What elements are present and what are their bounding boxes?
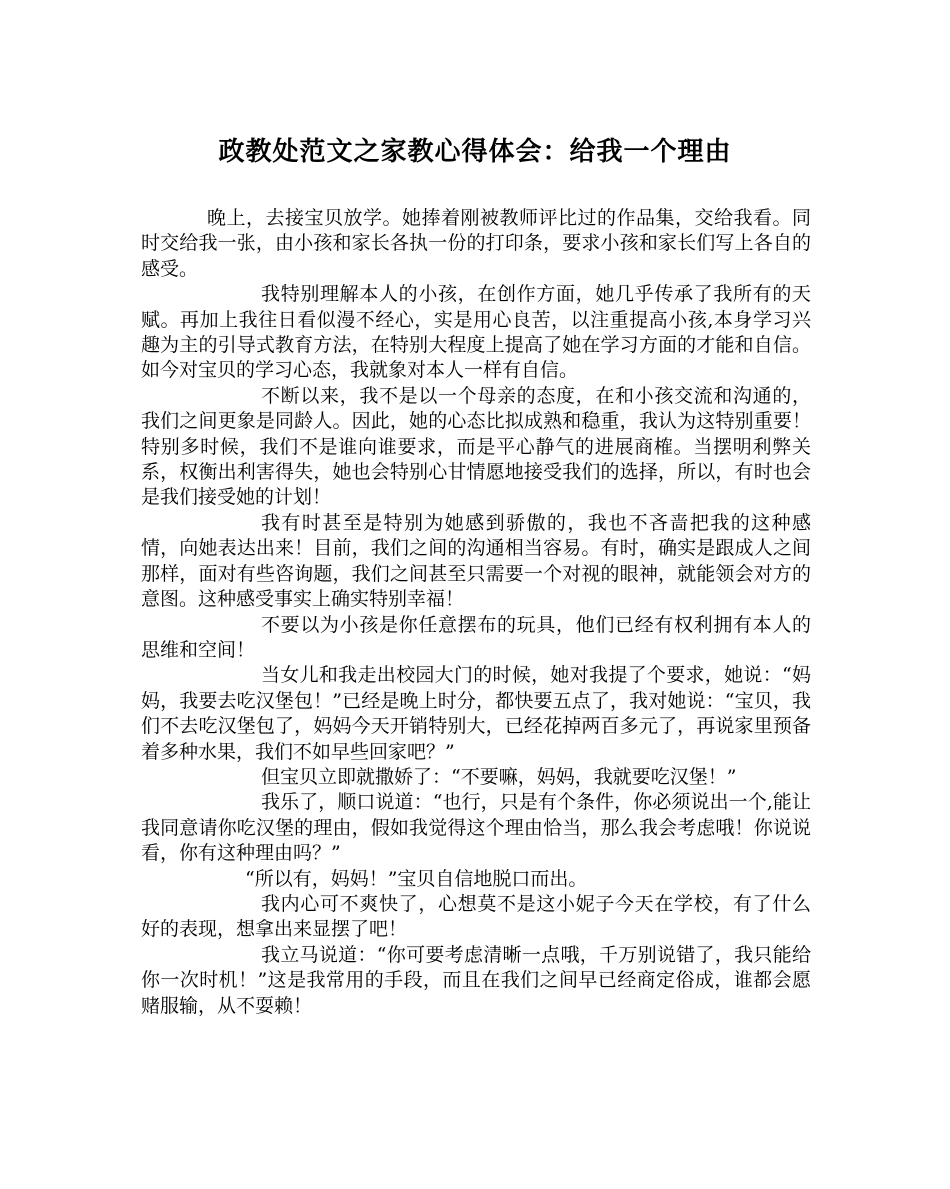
document-body bbox=[141, 206, 811, 1019]
paragraph-10: 我内心可不爽快了，心想莫不是这小妮子今天在学校，有了什么好的表现，想拿出来显摆了吧！ bbox=[141, 892, 811, 941]
paragraph-5: 不要以为小孩是你任意摆布的玩具，他们已经有权利拥有本人的思维和空间！ bbox=[141, 613, 811, 661]
paragraph-7: 但宝贝立即就撒娇了：“不要嘛，妈妈，我就要吃汉堡！” bbox=[261, 765, 737, 788]
page-title: 政教处范文之家教心得体会：给我一个理由 bbox=[218, 137, 732, 167]
paragraph-8: 我乐了，顺口说道：“也行，只是有个条件，你必须说出一个,能让我同意请你吃汉堡的理由，假如我觉得这个理由恰当，那么我会考虑哦！你说说看，你有这种理由吗？” bbox=[141, 791, 811, 865]
paragraph-4: 我有时甚至是特别为她感到骄傲的，我也不吝啬把我的这种感情，向她表达出来！目前，我们之间的沟通相当容易。有时，确实是跟成人之间那样，面对有些咨询题，我们之间甚至只需要一个对视的眼神，就能领会对方的意图。这种感受事实上确实特别幸福！ bbox=[141, 511, 811, 611]
paragraph-1: 晚上，去接宝贝放学。她捧着刚被教师评比过的作品集，交给我看。同时交给我一张，由小孩和家长各执一份的打印条，要求小孩和家长们写上各自的感受。 bbox=[141, 207, 811, 280]
paragraph-9: “所以有，妈妈！”宝贝自信地脱口而出。 bbox=[245, 867, 588, 890]
paragraph-2: 我特别理解本人的小孩，在创作方面，她几乎传承了我所有的天赋。再加上我往日看似漫不经心，实是用心良苦，以注重提高小孩,本身学习兴趣为主的引导式教育方法，在特别大程度上提高了她在学习方面的才能和自信。如今对宝贝的学习心态，我就象对本人一样有自信。 bbox=[141, 283, 811, 382]
paragraph-3: 不断以来，我不是以一个母亲的态度，在和小孩交流和沟通的，我们之间更象是同龄人。因此，她的心态比拟成熟和稳重，我认为这特别重要！特别多时候，我们不是谁向谁要求，而是平心静气的进展商榷。当摆明利弊关系，权衡出利害得失，她也会特别心甘情愿地接受我们的选择，所以，有时也会是我们接受她的计划！ bbox=[141, 384, 811, 509]
paragraph-11: 我立马说道：“你可要考虑清晰一点哦，千万别说错了，我只能给你一次时机！”这是我常用的手段，而且在我们之间早已经商定俗成，谁都会愿赌服输，从不耍赖！ bbox=[141, 943, 811, 1017]
paragraph-6: 当女儿和我走出校园大门的时候，她对我提了个要求，她说：“妈妈，我要去吃汉堡包！”已经是晚上时分，都快要五点了，我对她说：“宝贝，我们不去吃汉堡包了，妈妈今天开销特别大，已经花掉两百多元了，再说家里预备着多种水果，我们不如早些回家吧？” bbox=[141, 664, 811, 763]
